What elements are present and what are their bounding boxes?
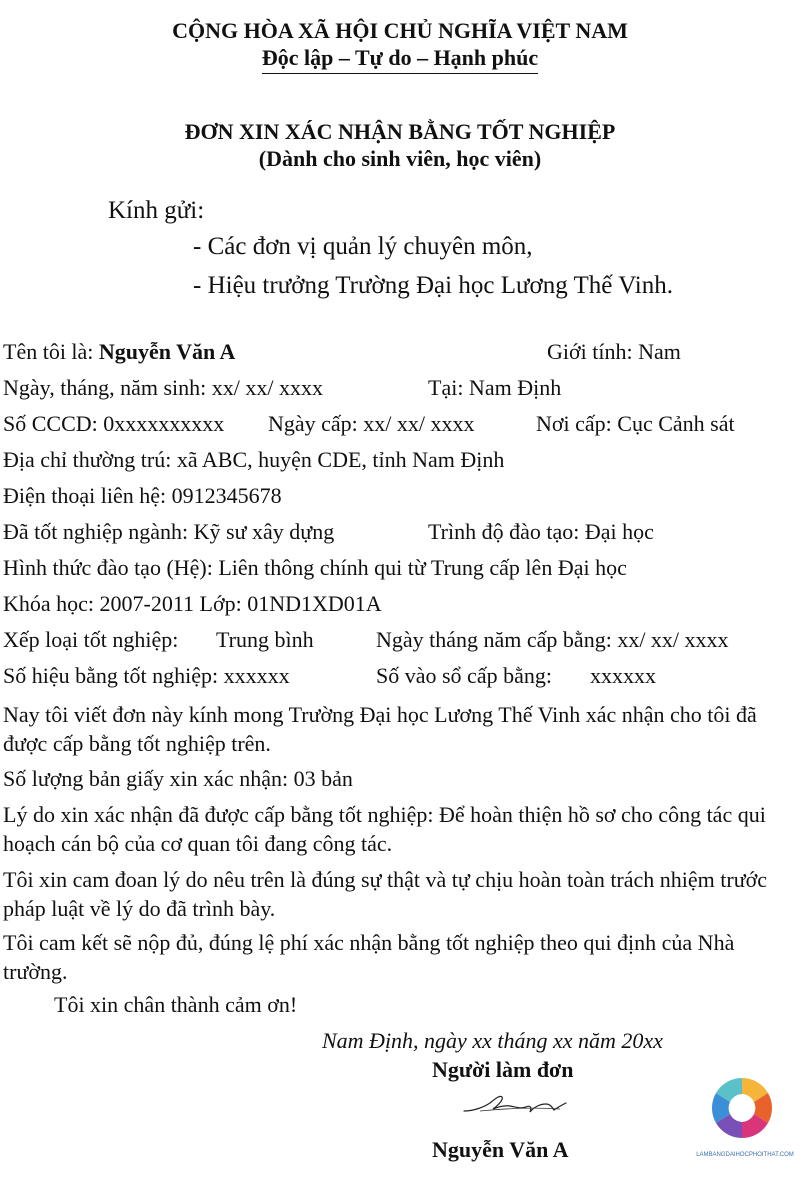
id-issue-place: Nơi cấp: Cục Cảnh sát <box>536 411 735 436</box>
request-paragraph: Nay tôi viết đơn này kính mong Trường Đại học Lương Thế Vinh xác nhận cho tôi đã được cấp bằng tốt nghiệp trên. <box>3 702 757 756</box>
address: Địa chỉ thường trú: xã ABC, huyện CDE, tỉnh Nam Định <box>3 447 505 472</box>
training-mode: Hình thức đào tạo (Hệ): Liên thông chính qui từ Trung cấp lên Đại học <box>3 555 627 580</box>
gender: Giới tính: Nam <box>547 339 681 364</box>
major: Đã tốt nghiệp ngành: Kỹ sư xây dựng <box>3 519 335 544</box>
place-date: Nam Định, ngày xx tháng xx năm 20xx <box>322 1028 663 1053</box>
registry-label: Số vào sổ cấp bằng: <box>376 663 552 688</box>
recipient-item: - Các đơn vị quản lý chuyên môn, <box>193 233 533 260</box>
greeting: Kính gửi: <box>108 197 205 224</box>
reason-paragraph: Lý do xin xác nhận đã được cấp bằng tốt nghiệp: Để hoàn thiện hồ sơ cho công tác qui hoạch cán bộ của cơ quan tôi đang công tác. <box>3 802 766 856</box>
certificate-date: Ngày tháng năm cấp bằng: xx/ xx/ xxxx <box>376 627 729 652</box>
watermark-site: LAMBANGDAIHOCPHOITHAT.COM <box>696 1152 794 1158</box>
name-label: Tên tôi là: <box>3 339 94 364</box>
watermark-logo <box>690 1070 800 1165</box>
applicant-name: Nguyễn Văn A <box>98 339 236 364</box>
certificate-number: Số hiệu bằng tốt nghiệp: xxxxxx <box>3 663 290 688</box>
signer-role: Người làm đơn <box>432 1057 574 1082</box>
registry-value: xxxxxx <box>590 663 656 688</box>
recipient-item: - Hiệu trưởng Trường Đại học Lương Thế Vinh. <box>193 272 673 299</box>
thanks: Tôi xin chân thành cảm ơn! <box>54 992 298 1017</box>
grade-label: Xếp loại tốt nghiệp: <box>3 627 179 652</box>
nation-title: CỘNG HÒA XÃ HỘI CHỦ NGHĨA VIỆT NAM <box>172 18 628 43</box>
commitment-paragraph: Tôi xin cam đoan lý do nêu trên là đúng sự thật và tự chịu hoàn toàn trách nhiệm trước pháp luật về lý do đã trình bày. <box>3 867 768 921</box>
name-row <box>3 339 235 365</box>
pinwheel-logo-icon <box>690 1070 800 1145</box>
course-class: Khóa học: 2007-2011 Lớp: 01ND1XD01A <box>3 591 382 616</box>
handwritten-signature <box>460 1085 570 1125</box>
fee-paragraph: Tôi cam kết sẽ nộp đủ, đúng lệ phí xác nhận bằng tốt nghiệp theo qui định của Nhà trường. <box>3 930 735 984</box>
birthplace: Tại: Nam Định <box>428 375 562 400</box>
document-title: ĐƠN XIN XÁC NHẬN BẰNG TỐT NGHIỆP <box>184 119 616 144</box>
motto-wrapper <box>0 45 800 74</box>
education-level: Trình độ đào tạo: Đại học <box>428 519 654 544</box>
signer-name: Nguyễn Văn A <box>432 1137 569 1162</box>
document-subtitle: (Dành cho sinh viên, học viên) <box>258 146 542 171</box>
phone: Điện thoại liên hệ: 0912345678 <box>3 483 282 508</box>
id-number: Số CCCD: 0xxxxxxxxxx <box>3 411 225 436</box>
id-issue-date: Ngày cấp: xx/ xx/ xxxx <box>268 411 475 436</box>
grade-value: Trung bình <box>216 627 314 652</box>
date-of-birth: Ngày, tháng, năm sinh: xx/ xx/ xxxx <box>3 375 323 400</box>
copies-count: Số lượng bản giấy xin xác nhận: 03 bản <box>3 766 353 791</box>
motto: Độc lập – Tự do – Hạnh phúc <box>262 45 538 74</box>
